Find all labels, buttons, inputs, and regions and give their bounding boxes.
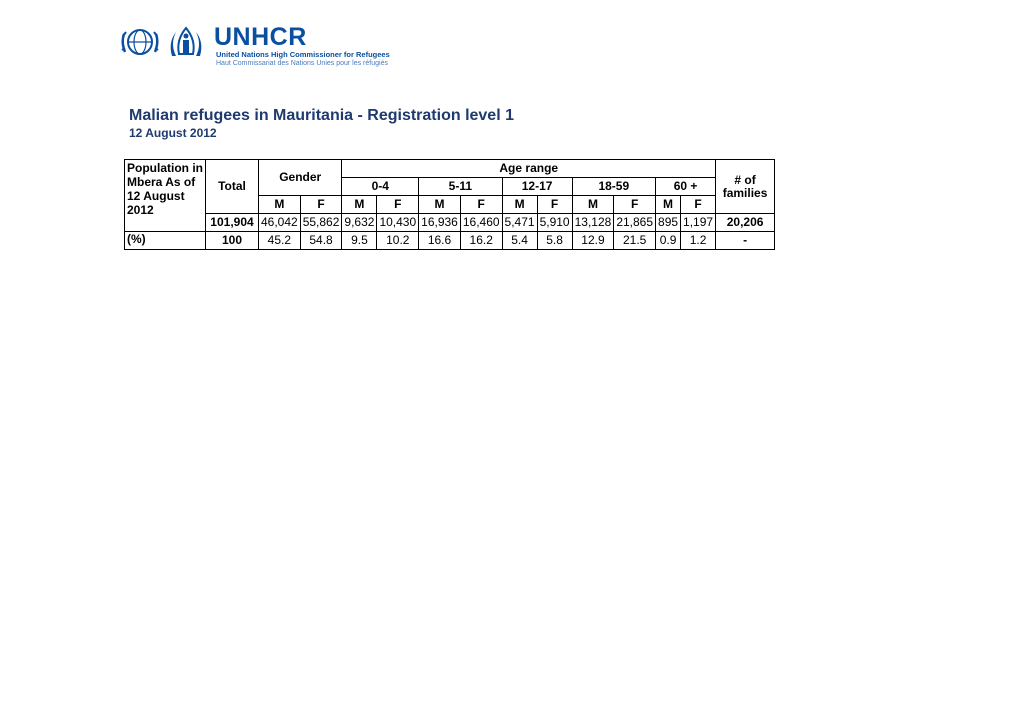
age-group-header: 0-4 bbox=[342, 178, 419, 196]
age-60-f-count: 1,197 bbox=[681, 214, 716, 232]
m-header: M bbox=[259, 196, 301, 214]
un-emblem-icon bbox=[120, 24, 160, 60]
age-12-17-f-count: 5,910 bbox=[537, 214, 572, 232]
age-0-4-f-percent: 10.2 bbox=[377, 232, 419, 250]
age-0-4-m-percent: 9.5 bbox=[342, 232, 377, 250]
logo-wordmark: UNHCR bbox=[214, 23, 307, 51]
age-group-header: 5-11 bbox=[419, 178, 502, 196]
table-row bbox=[125, 232, 775, 250]
age-18-59-f-percent: 21.5 bbox=[614, 232, 656, 250]
gender-f-count: 55,862 bbox=[300, 214, 342, 232]
total-count: 101,904 bbox=[206, 214, 259, 232]
total-header: Total bbox=[206, 160, 259, 214]
f-header: F bbox=[300, 196, 342, 214]
gender-m-percent: 45.2 bbox=[259, 232, 301, 250]
logo-line-1: United Nations High Commissioner for Refugees bbox=[216, 50, 390, 59]
page-title: Malian refugees in Mauritania - Registration level 1 bbox=[129, 107, 514, 124]
age-group-header: 18-59 bbox=[572, 178, 655, 196]
m-header: M bbox=[502, 196, 537, 214]
age-12-17-m-count: 5,471 bbox=[502, 214, 537, 232]
families-count: 20,206 bbox=[716, 214, 775, 232]
f-header: F bbox=[460, 196, 502, 214]
m-header: M bbox=[572, 196, 614, 214]
unhcr-logo bbox=[120, 22, 450, 72]
population-label: Population in Mbera As of 12 August 2012 bbox=[125, 160, 206, 232]
f-header: F bbox=[377, 196, 419, 214]
age-18-59-m-percent: 12.9 bbox=[572, 232, 614, 250]
age-group-header: 12-17 bbox=[502, 178, 572, 196]
age-12-17-m-percent: 5.4 bbox=[502, 232, 537, 250]
f-header: F bbox=[537, 196, 572, 214]
page-date: 12 August 2012 bbox=[129, 126, 217, 140]
m-header: M bbox=[656, 196, 681, 214]
age-18-59-f-count: 21,865 bbox=[614, 214, 656, 232]
age-5-11-m-percent: 16.6 bbox=[419, 232, 461, 250]
families-percent: - bbox=[716, 232, 775, 250]
age-18-59-m-count: 13,128 bbox=[572, 214, 614, 232]
age-60-m-percent: 0.9 bbox=[656, 232, 681, 250]
m-header: M bbox=[419, 196, 461, 214]
m-header: M bbox=[342, 196, 377, 214]
age-60-m-count: 895 bbox=[656, 214, 681, 232]
age-range-header: Age range bbox=[342, 160, 716, 178]
total-percent: 100 bbox=[206, 232, 259, 250]
age-12-17-f-percent: 5.8 bbox=[537, 232, 572, 250]
age-60-f-percent: 1.2 bbox=[681, 232, 716, 250]
age-5-11-f-count: 16,460 bbox=[460, 214, 502, 232]
logo-line-2: Haut Commissariat des Nations Unies pour les réfugiés bbox=[216, 60, 388, 67]
gender-m-count: 46,042 bbox=[259, 214, 301, 232]
unhcr-emblem-icon bbox=[166, 24, 206, 60]
gender-f-percent: 54.8 bbox=[300, 232, 342, 250]
age-5-11-m-count: 16,936 bbox=[419, 214, 461, 232]
age-0-4-m-count: 9,632 bbox=[342, 214, 377, 232]
age-5-11-f-percent: 16.2 bbox=[460, 232, 502, 250]
families-header: # of families bbox=[716, 160, 775, 214]
registration-table bbox=[124, 159, 775, 250]
age-group-header: 60 + bbox=[656, 178, 716, 196]
age-0-4-f-count: 10,430 bbox=[377, 214, 419, 232]
f-header: F bbox=[614, 196, 656, 214]
percent-label: (%) bbox=[125, 232, 206, 250]
f-header: F bbox=[681, 196, 716, 214]
gender-header: Gender bbox=[259, 160, 342, 196]
table-row bbox=[125, 214, 775, 232]
